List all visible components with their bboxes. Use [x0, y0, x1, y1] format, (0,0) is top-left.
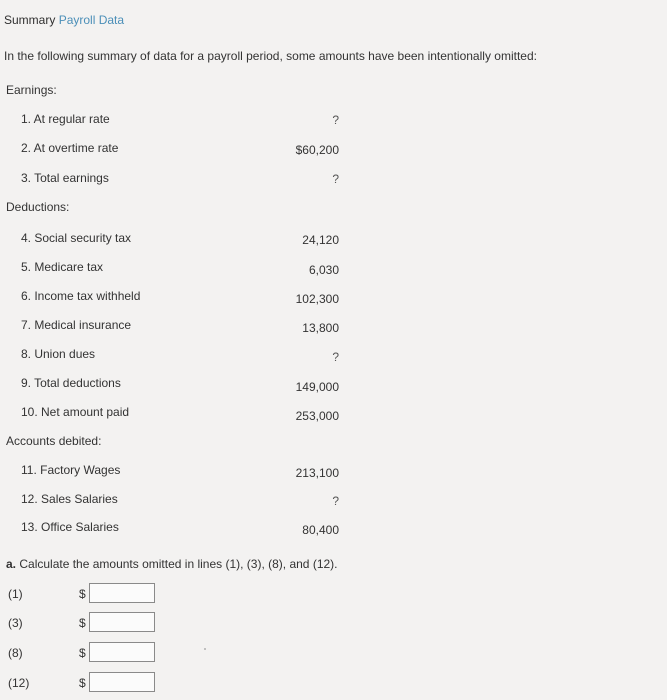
answer-input-1[interactable] [89, 583, 155, 603]
dollar-sign: $ [79, 646, 86, 660]
title-highlight: Payroll Data [58, 13, 125, 27]
stray-dot [204, 648, 206, 650]
answer-input-12[interactable] [89, 672, 155, 692]
line-label-6: 6. Income tax withheld [21, 289, 141, 303]
line-label-12: 12. Sales Salaries [21, 492, 118, 506]
line-amount-1: ? [332, 113, 339, 127]
answer-input-8[interactable] [89, 642, 155, 662]
line-amount-8: ? [332, 350, 339, 364]
line-amount-12: ? [332, 494, 339, 508]
line-amount-3: ? [332, 172, 339, 186]
line-label-10: 10. Net amount paid [21, 405, 130, 419]
line-amount-2: $60,200 [295, 143, 339, 157]
line-amount-5: 6,030 [308, 263, 339, 277]
line-label-4: 4. Social security tax [21, 231, 132, 245]
line-label-2: 2. At overtime rate [21, 141, 119, 155]
line-amount-10: 253,000 [295, 409, 339, 423]
section-accounts-debited: Accounts debited: [6, 434, 102, 448]
answer-input-3[interactable] [89, 612, 155, 632]
line-label-5: 5. Medicare tax [21, 260, 104, 274]
line-amount-13: 80,400 [302, 523, 339, 537]
dollar-sign: $ [79, 616, 86, 630]
line-label-1: 1. At regular rate [21, 112, 110, 126]
question-prefix: a. [6, 557, 17, 571]
title-prefix: Summary [4, 13, 59, 27]
line-label-9: 9. Total deductions [21, 376, 121, 390]
section-deductions: Deductions: [6, 200, 70, 214]
page-title [4, 13, 124, 27]
question-text: Calculate the amounts omitted in lines (1), (3), (8), and (12). [16, 557, 338, 571]
line-label-11: 11. Factory Wages [21, 463, 121, 477]
answer-label-12: (12) [8, 676, 30, 690]
line-label-3: 3. Total earnings [21, 171, 109, 185]
answer-label-8: (8) [8, 646, 23, 660]
line-label-13: 13. Office Salaries [21, 520, 119, 534]
answer-label-3: (3) [8, 616, 23, 630]
line-label-7: 7. Medical insurance [21, 318, 132, 332]
line-label-8: 8. Union dues [21, 347, 96, 361]
dollar-sign: $ [79, 587, 86, 601]
question-a [6, 557, 338, 571]
section-earnings: Earnings: [6, 83, 57, 97]
line-amount-4: 24,120 [302, 233, 339, 247]
answer-label-1: (1) [8, 587, 23, 601]
line-amount-11: 213,100 [295, 466, 339, 480]
line-amount-6: 102,300 [295, 292, 339, 306]
dollar-sign: $ [79, 676, 86, 690]
intro-text: In the following summary of data for a payroll period, some amounts have been intentionally omitted: [4, 49, 537, 63]
line-amount-7: 13,800 [302, 321, 339, 335]
line-amount-9: 149,000 [295, 380, 339, 394]
